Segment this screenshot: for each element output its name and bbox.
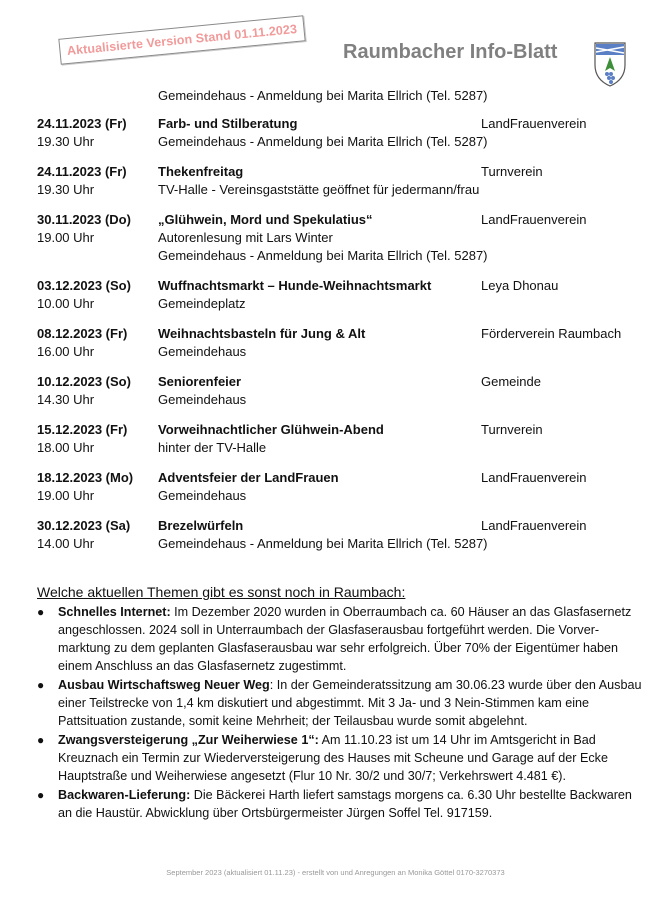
event-organizer: LandFrauenverein bbox=[481, 518, 587, 533]
topic-lead: Schnelles Internet: bbox=[58, 605, 171, 619]
topic-item bbox=[37, 676, 647, 730]
topics-list bbox=[37, 603, 647, 823]
event-date: 08.12.2023 (Fr) bbox=[37, 326, 128, 341]
event-title: Thekenfreitag bbox=[158, 164, 244, 179]
continued-location-line: Gemeindehaus - Anmeldung bei Marita Ellrich (Tel. 5287) bbox=[158, 88, 488, 103]
topics-heading: Welche aktuellen Themen gibt es sonst noch in Raumbach: bbox=[37, 584, 406, 600]
event-organizer: LandFrauenverein bbox=[481, 470, 587, 485]
topic-item bbox=[37, 603, 647, 675]
event-date: 30.12.2023 (Sa) bbox=[37, 518, 131, 533]
bullet-icon: ● bbox=[37, 678, 45, 692]
event-date: 10.12.2023 (So) bbox=[37, 374, 131, 389]
event-title: „Glühwein, Mord und Spekulatius“ bbox=[158, 212, 373, 227]
event-date: 18.12.2023 (Mo) bbox=[37, 470, 134, 485]
topic-lead: Ausbau Wirtschaftsweg Neuer Weg bbox=[58, 678, 270, 692]
topic-item bbox=[37, 731, 647, 785]
topic-lead: Zwangsversteigerung „Zur Weiherwiese 1“: bbox=[58, 733, 319, 747]
update-stamp-text: Aktualisierte Version Stand 01.11.2023 bbox=[66, 21, 298, 59]
event-title: Weihnachtsbasteln für Jung & Alt bbox=[158, 326, 366, 341]
coat-of-arms-icon bbox=[593, 41, 627, 87]
event-organizer: Gemeinde bbox=[481, 374, 541, 389]
bullet-icon: ● bbox=[37, 605, 45, 619]
event-title: Adventsfeier der LandFrauen bbox=[158, 470, 339, 485]
event-location: Gemeindeplatz bbox=[158, 296, 246, 311]
event-time: 14.30 Uhr bbox=[37, 392, 95, 407]
event-time: 16.00 Uhr bbox=[37, 344, 95, 359]
event-organizer: Leya Dhonau bbox=[481, 278, 559, 293]
event-date: 24.11.2023 (Fr) bbox=[37, 164, 127, 179]
event-location: Gemeindehaus - Anmeldung bei Marita Ellrich (Tel. 5287) bbox=[158, 536, 488, 551]
event-organizer: Turnverein bbox=[481, 164, 543, 179]
event-time: 10.00 Uhr bbox=[37, 296, 95, 311]
event-title: Vorweihnachtlicher Glühwein-Abend bbox=[158, 422, 384, 437]
bullet-icon: ● bbox=[37, 788, 45, 802]
event-location: Gemeindehaus bbox=[158, 488, 247, 503]
event-location: TV-Halle - Vereinsgaststätte geöffnet für jedermann/frau bbox=[158, 182, 480, 197]
event-time: 19.00 Uhr bbox=[37, 230, 95, 245]
page-title: Raumbacher Info-Blatt bbox=[343, 41, 558, 63]
event-time: 18.00 Uhr bbox=[37, 440, 95, 455]
event-description: Autorenlesung mit Lars Winter bbox=[158, 230, 333, 245]
topic-lead: Backwaren-Lieferung: bbox=[58, 788, 191, 802]
event-time: 19.00 Uhr bbox=[37, 488, 95, 503]
topic-text: Am 11.10.23 ist um 14 Uhr im Amtsgericht in Bad Kreuznach ein Termin zur Wiederversteigerung des Hauses mit Scheune und Garage auf der Ecke Hauptstraße und Weiherwiese angesetzt (Flur 10 Nr. 30/2 und 30/7; Verkehrswert 4.481 €). bbox=[58, 733, 608, 783]
event-location: hinter der TV-Halle bbox=[158, 440, 267, 455]
topic-text: Im Dezember 2020 wurden in Oberraumbach ca. 60 Häuser an das Glasfasernetz angeschlossen. 2024 soll in Unterraumbach der Glasfaserausbau fortgeführt werden. Die Vorver-marktung zu dem geplanten Glasfaserausbau war sehr erfolgreich. Über 70% der Eigentümer haben einem Anschluss an das Glasfasernetz zugestimmt. bbox=[58, 605, 632, 673]
event-title: Farb- und Stilberatung bbox=[158, 116, 298, 131]
event-date: 24.11.2023 (Fr) bbox=[37, 116, 127, 131]
event-title: Seniorenfeier bbox=[158, 374, 242, 389]
event-date: 03.12.2023 (So) bbox=[37, 278, 131, 293]
event-organizer: LandFrauenverein bbox=[481, 212, 587, 227]
event-organizer: Förderverein Raumbach bbox=[481, 326, 622, 341]
event-time: 14.00 Uhr bbox=[37, 536, 95, 551]
event-location: Gemeindehaus bbox=[158, 392, 247, 407]
topic-text: Die Bäckerei Harth liefert samstags morgens ca. 6.30 Uhr bestellte Backwaren an die Haustür. Abwicklung über Ortsbürgermeister Jürgen Soffel Tel. 917159. bbox=[58, 788, 632, 820]
event-organizer: Turnverein bbox=[481, 422, 543, 437]
event-date: 30.11.2023 (Do) bbox=[37, 212, 131, 227]
topic-item bbox=[37, 786, 647, 822]
update-stamp bbox=[58, 15, 305, 64]
event-title: Brezelwürfeln bbox=[158, 518, 244, 533]
event-location: Gemeindehaus - Anmeldung bei Marita Ellrich (Tel. 5287) bbox=[158, 248, 488, 263]
event-location: Gemeindehaus bbox=[158, 344, 247, 359]
event-organizer: LandFrauenverein bbox=[481, 116, 587, 131]
bullet-icon: ● bbox=[37, 733, 45, 747]
event-time: 19.30 Uhr bbox=[37, 134, 95, 149]
topic-text: : In der Gemeinderatssitzung am 30.06.23 wurde über den Ausbau einer Teilstrecke von 1,4 km diskutiert und abgestimmt. Mit 3 Ja- und 3 Nein-Stimmen kam eine Pattsituation zustande, somit keine Mehrheit; der Teilausbau wurde somit abgelehnt. bbox=[58, 678, 642, 728]
event-location: Gemeindehaus - Anmeldung bei Marita Ellrich (Tel. 5287) bbox=[158, 134, 488, 149]
event-time: 19.30 Uhr bbox=[37, 182, 95, 197]
page-footer: September 2023 (aktualisiert 01.11.23) - erstellt von und Anregungen an Monika Göttel 0170-3270373 bbox=[166, 868, 505, 877]
event-title: Wuffnachtsmarkt – Hunde-Weihnachtsmarkt bbox=[158, 278, 432, 293]
event-date: 15.12.2023 (Fr) bbox=[37, 422, 128, 437]
